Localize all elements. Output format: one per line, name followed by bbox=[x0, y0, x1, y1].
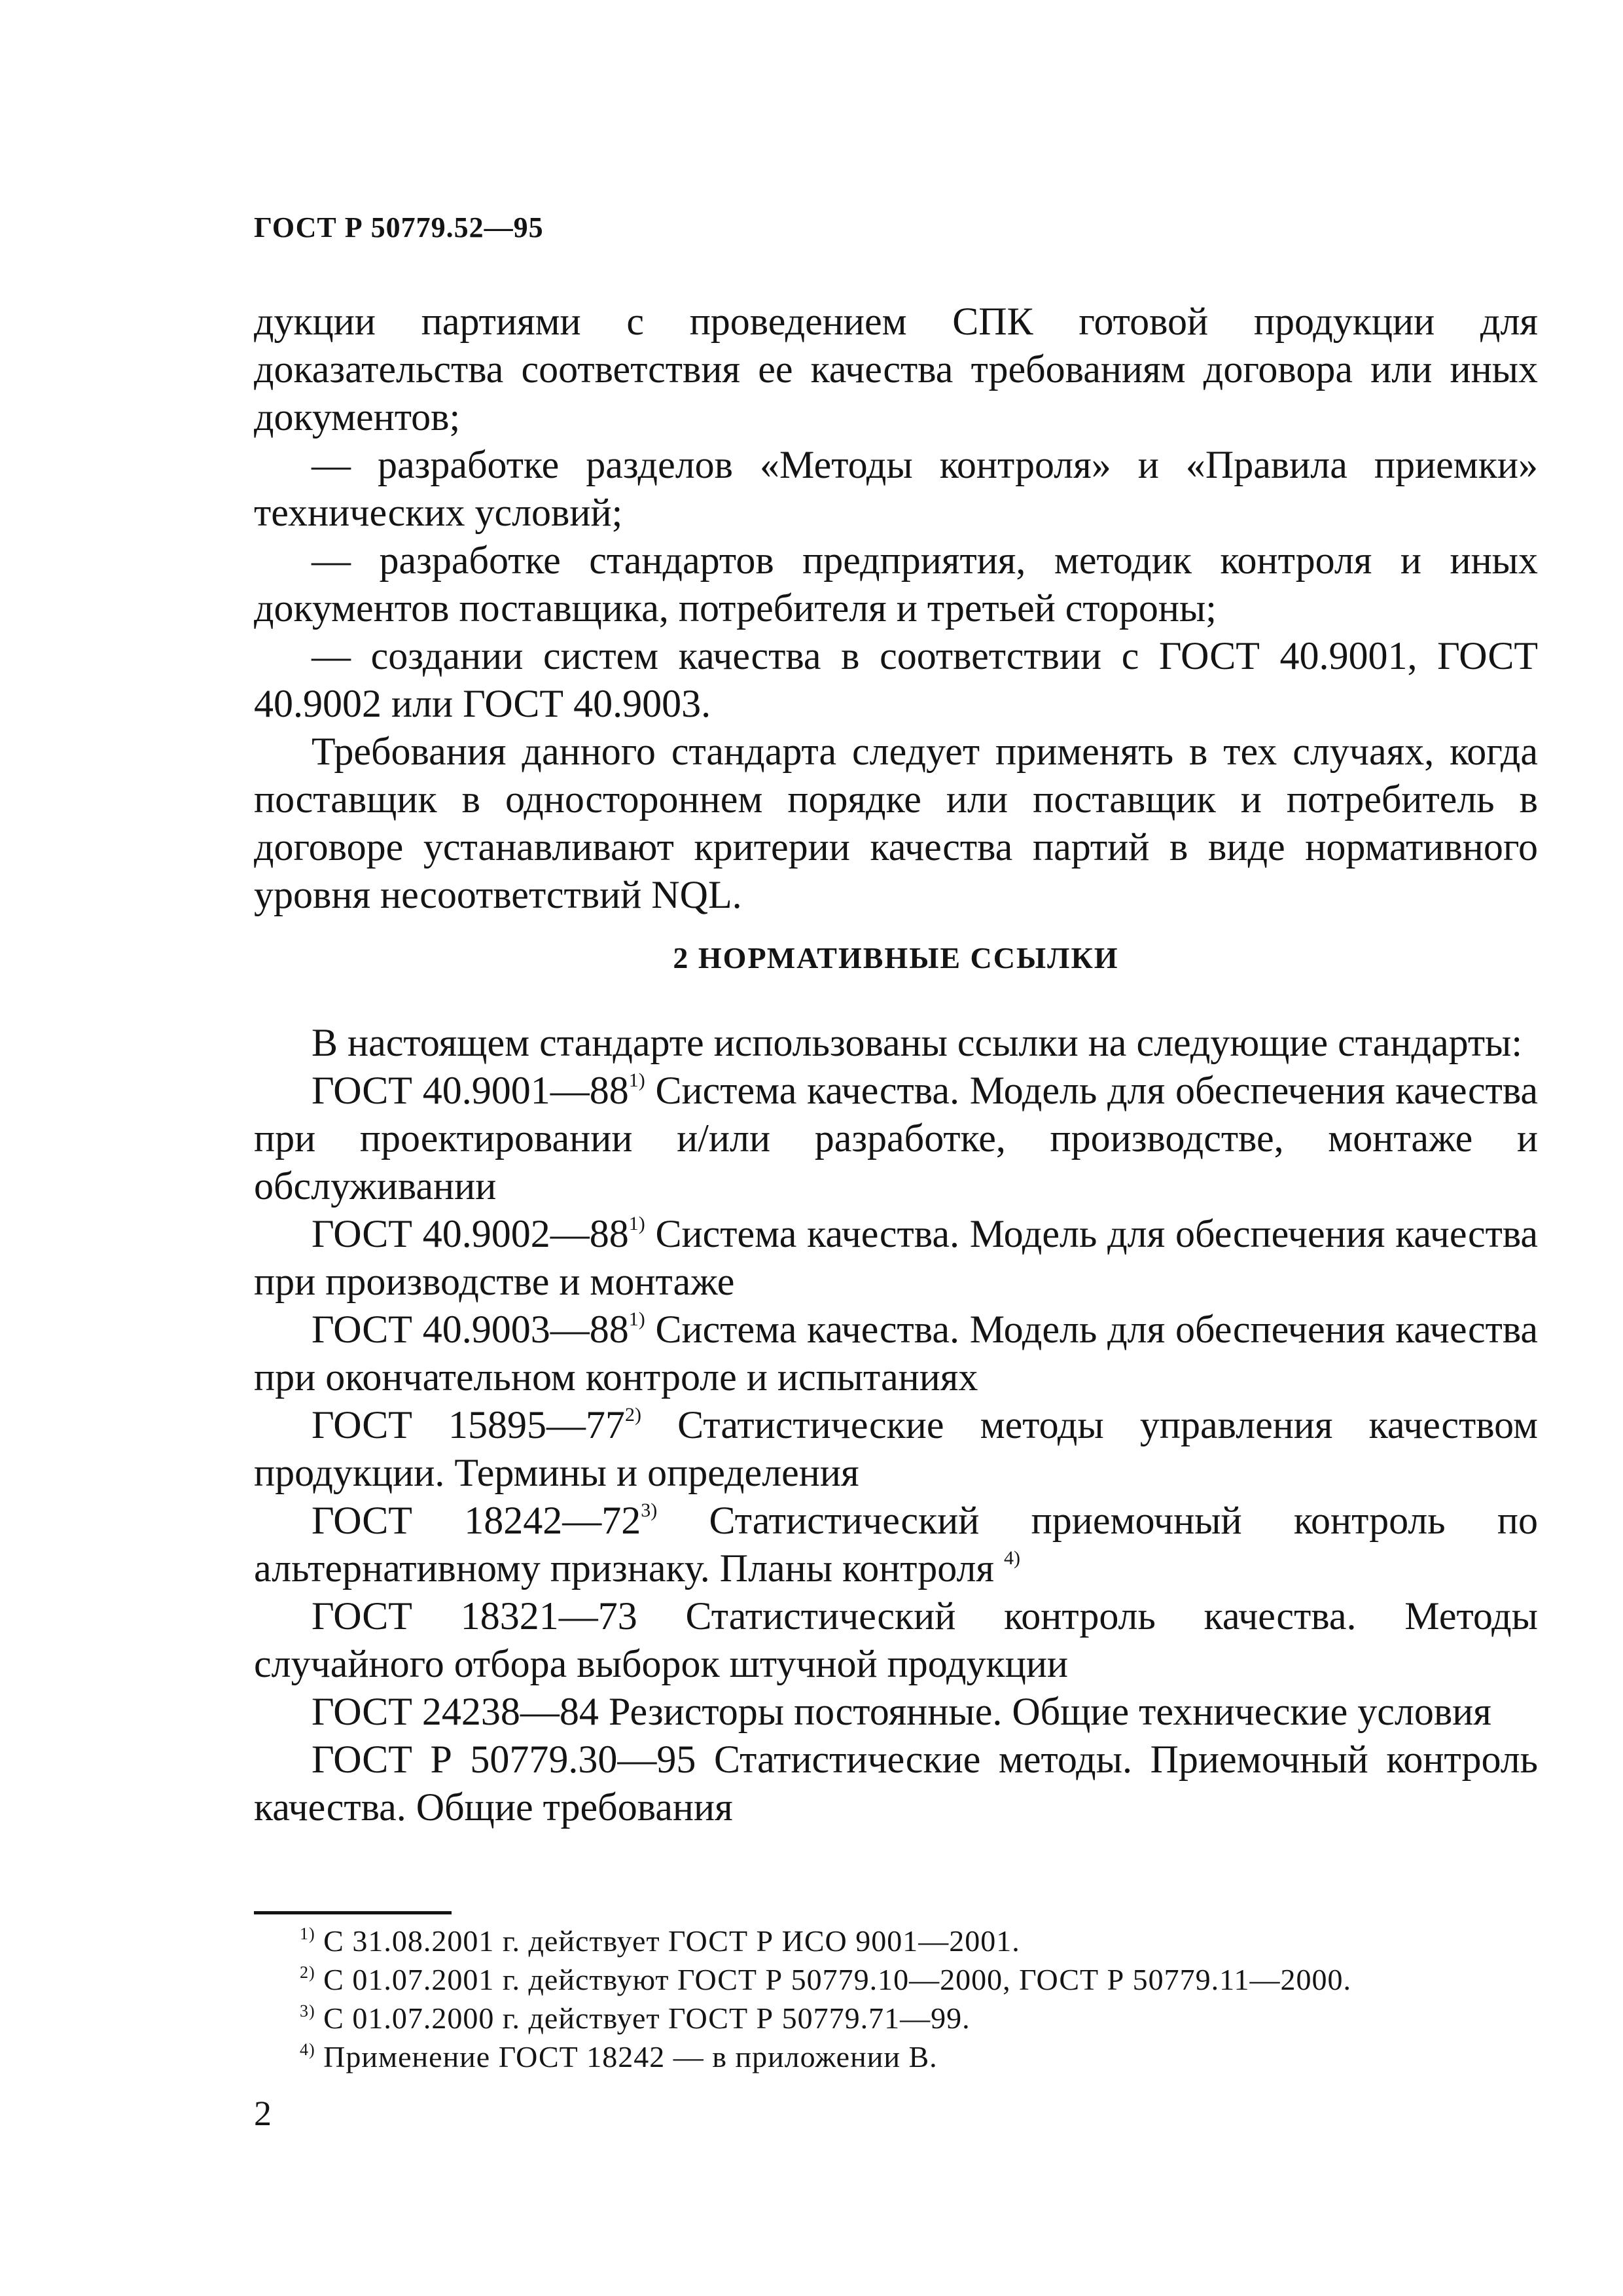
page-number: 2 bbox=[254, 2094, 272, 2133]
intro-text bbox=[254, 298, 1538, 919]
footnote-mark: 1) bbox=[628, 1069, 645, 1091]
footnote-text: С 31.08.2001 г. действует ГОСТ Р ИСО 9001—2001. bbox=[315, 1924, 1020, 1958]
reference-code: ГОСТ 18321—73 bbox=[312, 1594, 637, 1638]
reference-code: ГОСТ 15895—77 bbox=[312, 1403, 626, 1446]
footnote-text: С 01.07.2000 г. действует ГОСТ Р 50779.71—99. bbox=[315, 2001, 971, 2035]
reference-title: Статистические методы. Приемочный контроль качества. Общие требования bbox=[254, 1738, 1539, 1829]
reference-code: ГОСТ 40.9001—88 bbox=[312, 1069, 629, 1112]
normative-references bbox=[254, 1019, 1538, 1831]
reference-title: Система качества. Модель для обеспечения качества при окончательном контроле и испытаниях bbox=[254, 1308, 1538, 1399]
footnote-mark: 1) bbox=[628, 1308, 645, 1330]
reference-entry bbox=[254, 1067, 1538, 1210]
reference-title: Статистический приемочный контроль по альтернативному признаку. Планы контроля bbox=[254, 1499, 1538, 1590]
references-lead: В настоящем стандарте использованы ссылки на следующие стандарты: bbox=[312, 1021, 1523, 1064]
reference-code: ГОСТ Р 50779.30—95 bbox=[312, 1738, 696, 1781]
reference-entry bbox=[254, 1592, 1538, 1688]
reference-code: ГОСТ 40.9002—88 bbox=[312, 1212, 629, 1255]
reference-title: Система качества. Модель для обеспечения качества при проектировании и/или разработке, производстве, монтаже и обслуживании bbox=[254, 1069, 1538, 1208]
intro-paragraph: дукции партиями с проведением СПК готовой продукции для доказательства соответствия ее качества требованиям договора или иных документов; bbox=[254, 300, 1538, 439]
footnotes bbox=[300, 1922, 1576, 2076]
footnote bbox=[300, 1960, 1576, 1999]
reference-title: Система качества. Модель для обеспечения качества при производстве и монтаже bbox=[254, 1212, 1538, 1303]
footnote-mark: 4) bbox=[300, 2040, 315, 2059]
reference-title: Статистический контроль качества. Методы случайного отбора выборок штучной продукции bbox=[254, 1594, 1538, 1685]
footnote-mark: 3) bbox=[641, 1499, 658, 1521]
footnote-text: С 01.07.2001 г. действуют ГОСТ Р 50779.10—2000, ГОСТ Р 50779.11—2000. bbox=[315, 1963, 1351, 1996]
footnote-mark: 1) bbox=[300, 1924, 315, 1943]
reference-entry bbox=[254, 1210, 1538, 1306]
intro-list-item: — разработке стандартов предприятия, методик контроля и иных документов поставщика, потребителя и третьей стороны; bbox=[254, 539, 1538, 630]
reference-entry bbox=[254, 1688, 1538, 1736]
intro-list-item: — разработке разделов «Методы контроля» и «Правила приемки» технических условий; bbox=[254, 443, 1538, 534]
footnote-mark: 2) bbox=[300, 1963, 315, 1982]
footnote-mark: 2) bbox=[625, 1404, 642, 1426]
footnote-divider bbox=[254, 1911, 452, 1914]
reference-entry bbox=[254, 1306, 1538, 1401]
section-heading: 2 НОРМАТИВНЫЕ ССЫЛКИ bbox=[673, 941, 1119, 975]
reference-entry bbox=[254, 1401, 1538, 1497]
footnote bbox=[300, 1999, 1576, 2037]
intro-list-item: — создании систем качества в соответствии с ГОСТ 40.9001, ГОСТ 40.9002 или ГОСТ 40.9003. bbox=[254, 634, 1538, 725]
scope-paragraph: Требования данного стандарта следует применять в тех случаях, когда поставщик в одностороннем порядке или поставщик и потребитель в договоре устанавливают критерии качества партий в виде нормативного уровня несоответствий NQL. bbox=[254, 730, 1538, 916]
footnote bbox=[300, 1922, 1576, 1960]
reference-code: ГОСТ 24238—84 bbox=[312, 1690, 599, 1733]
reference-code: ГОСТ 40.9003—88 bbox=[312, 1308, 629, 1351]
reference-code: ГОСТ 18242—72 bbox=[312, 1499, 641, 1542]
footnote bbox=[300, 2037, 1576, 2076]
reference-title: Статистические методы управления качеством продукции. Термины и определения bbox=[254, 1403, 1538, 1494]
reference-entry bbox=[254, 1736, 1538, 1831]
reference-title: Резисторы постоянные. Общие технические условия bbox=[598, 1690, 1491, 1733]
footnote-text: Применение ГОСТ 18242 — в приложении В. bbox=[315, 2040, 938, 2073]
footnote-mark: 3) bbox=[300, 2001, 315, 2020]
footnote-mark: 1) bbox=[628, 1213, 645, 1234]
reference-entry bbox=[254, 1497, 1538, 1592]
document-code-header: ГОСТ Р 50779.52—95 bbox=[254, 211, 544, 243]
footnote-mark: 4) bbox=[1004, 1547, 1021, 1569]
